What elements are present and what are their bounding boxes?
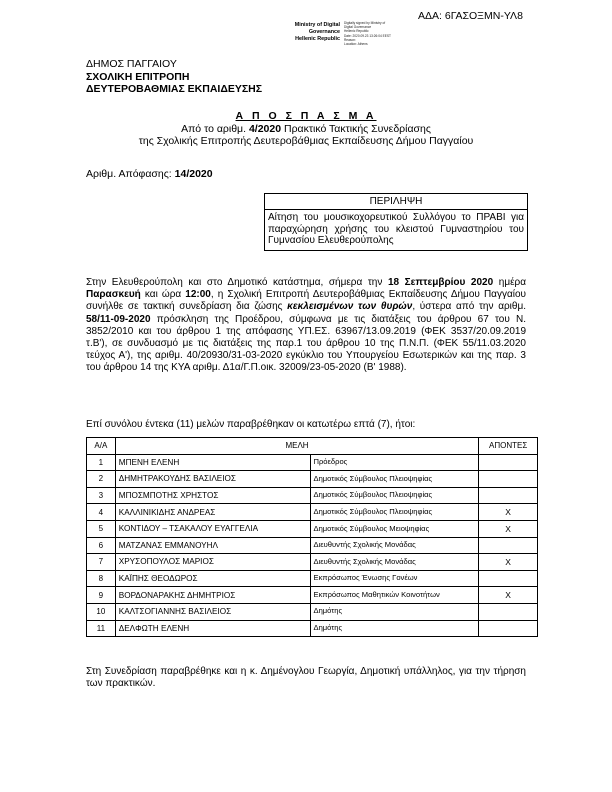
summary-box: [264, 193, 528, 251]
absent-mark: [479, 454, 538, 471]
table-row: [87, 504, 538, 521]
table-row: [87, 454, 538, 471]
row-number: 2: [87, 471, 116, 488]
table-row: [87, 537, 538, 554]
attendance-paragraph: Επί συνόλου έντεκα (11) μελών παραβρέθηκαν οι κατωτέρω επτά (7), ήτοι:: [86, 419, 416, 430]
row-number: 9: [87, 587, 116, 604]
title-line-1: Από το αριθμ. 4/2020 Πρακτικό Τακτικής Συνεδρίασης: [181, 122, 431, 135]
absent-mark: [479, 471, 538, 488]
member-role: Δημοτικός Σύμβουλος Πλειοψηφίας: [310, 487, 479, 504]
row-number: 6: [87, 537, 116, 554]
member-role: Δημότης: [310, 620, 479, 637]
col-members: ΜΕΛΗ: [115, 438, 479, 455]
absent-mark: X: [479, 520, 538, 537]
member-name: ΚΑΪΠΗΣ ΘΕΟΔΩΡΟΣ: [115, 570, 310, 587]
col-aa: Α/Α: [87, 438, 116, 455]
member-role: Δημοτικός Σύμβουλος Πλειοψηφίας: [310, 504, 479, 521]
member-role: Δημότης: [310, 603, 479, 620]
seal-details: Digitally signed by Ministry of Digital Governance Hellenic Republic Date: 2020.09.23 13:26:04 EEST Reason: Location: Athens: [344, 21, 391, 47]
member-name: ΚΑΛΤΣΟΓΙΑΝΝΗΣ ΒΑΣΙΛΕΙΟΣ: [115, 603, 310, 620]
table-row: [87, 554, 538, 571]
members-table: [86, 437, 538, 637]
member-role: Εκπρόσωπος Ένωσης Γονέων: [310, 570, 479, 587]
member-name: ΔΕΛΦΩΤΗ ΕΛΕΝΗ: [115, 620, 310, 637]
member-role: Διευθυντής Σχολικής Μονάδας: [310, 537, 479, 554]
row-number: 10: [87, 603, 116, 620]
row-number: 1: [87, 454, 116, 471]
closing-paragraph: Στη Συνεδρίαση παραβρέθηκε και η κ. Δημένογλου Γεωργία, Δημοτική υπάλληλος, για την τήρηση των πρακτικών.: [86, 666, 526, 690]
member-name: ΧΡΥΣΟΠΟΥΛΟΣ ΜΑΡΙΟΣ: [115, 554, 310, 571]
absent-mark: [479, 537, 538, 554]
table-row: [87, 487, 538, 504]
seal-ministry: Ministry of Digital Governance Hellenic Republic: [294, 22, 340, 42]
member-role: Πρόεδρος: [310, 454, 479, 471]
member-role: Διευθυντής Σχολικής Μονάδας: [310, 554, 479, 571]
member-name: ΜΑΤΖΑΝΑΣ ΕΜΜΑΝΟΥΗΛ: [115, 537, 310, 554]
absent-mark: [479, 570, 538, 587]
table-row: [87, 570, 538, 587]
absent-mark: [479, 603, 538, 620]
excerpt-heading: Α Π Ο Σ Π Α Σ Μ Α: [235, 110, 377, 122]
member-role: Δημοτικός Σύμβουλος Πλειοψηφίας: [310, 471, 479, 488]
row-number: 8: [87, 570, 116, 587]
absent-mark: X: [479, 504, 538, 521]
table-row: [87, 471, 538, 488]
col-absent: ΑΠΟΝΤΕΣ: [479, 438, 538, 455]
absent-mark: X: [479, 587, 538, 604]
summary-body: Αίτηση του μουσικοχορευτικού Συλλόγου το ΠΡΑΒΙ για παραχώρηση χρήσης του κλειστού Γυμναστηρίου του Γυμνασίου Ελευθερούπολης: [268, 212, 524, 246]
decision-number: Αριθμ. Απόφασης: 14/2020: [86, 168, 213, 180]
ada-code: ΑΔΑ: 6ΓΑΣΟΞΜΝ-ΥΛ8: [418, 10, 523, 22]
summary-heading: ΠΕΡΙΛΗΨΗ: [265, 194, 527, 210]
table-row: [87, 587, 538, 604]
intro-paragraph: Στην Ελευθερούπολη και στο Δημοτικό κατάστημα, σήμερα την 18 Σεπτεμβρίου 2020 ημέρα Παρασκευή και ώρα 12:00, η Σχολική Επιτροπή Δευτεροβάθμιας Εκπαίδευσης Δήμου Παγγαίου συνήλθε σε τακτική συνεδρίαση δια ζώσης κεκλεισμένων των θυρών, ύστερα από την αριθμ. 58/11-09-2020 πρόσκληση της Προέδρου, σύμφωνα με τις διατάξεις του άρθρου 67 του Ν. 3852/2010 και του άρθρου 1 της απόφασης ΥΠ.ΕΣ. 63967/13.09.2019 (ΦΕΚ 3537/20.09.2019 τ.Β'), σε συνδυασμό με τις διατάξεις της παρ.1 του άρθρου 10 της Π.Ν.Π. (ΦΕΚ 55/11.03.2020 τεύχος Α'), της αριθμ. 40/20930/31-03-2020 εγκύκλιο του Υπουργείου Εσωτερικών και της παρ. 3 του άρθρου 14 της ΚΥΑ αριθμ. Δ1α/Γ.Π.οικ. 32009/23-05-2020 (Β' 1988).: [86, 277, 527, 374]
committee: ΣΧΟΛΙΚΗ ΕΠΙΤΡΟΠΗ: [86, 70, 190, 83]
row-number: 5: [87, 520, 116, 537]
member-name: ΚΑΛΛΙΝΙΚΙΔΗΣ ΑΝΔΡΕΑΣ: [115, 504, 310, 521]
row-number: 3: [87, 487, 116, 504]
member-role: Δημοτικός Σύμβουλος Μειοψηφίας: [310, 520, 479, 537]
committee-level: ΔΕΥΤΕΡΟΒΑΘΜΙΑΣ ΕΚΠΑΙΔΕΥΣΗΣ: [86, 83, 263, 95]
issuer-header: [86, 58, 262, 96]
absent-mark: [479, 620, 538, 637]
title-line-2: της Σχολικής Επιτροπής Δευτεροβάθμιας Εκπαίδευσης Δήμου Παγγαίου: [138, 135, 474, 147]
table-row: [87, 620, 538, 637]
table-row: [87, 520, 538, 537]
municipality: ΔΗΜΟΣ ΠΑΓΓΑΙΟΥ: [86, 58, 177, 70]
document-title: [0, 110, 612, 148]
member-name: ΔΗΜΗΤΡΑΚΟΥΔΗΣ ΒΑΣΙΛΕΙΟΣ: [115, 471, 310, 488]
table-header-row: [87, 438, 538, 455]
table-row: [87, 603, 538, 620]
row-number: 4: [87, 504, 116, 521]
row-number: 7: [87, 554, 116, 571]
row-number: 11: [87, 620, 116, 637]
member-name: ΒΟΡΔΟΝΑΡΑΚΗΣ ΔΗΜΗΤΡΙΟΣ: [115, 587, 310, 604]
absent-mark: X: [479, 554, 538, 571]
member-role: Εκπρόσωπος Μαθητικών Κοινοτήτων: [310, 587, 479, 604]
absent-mark: [479, 487, 538, 504]
digital-signature-seal: [282, 20, 406, 50]
member-name: ΜΠΟΣΜΠΟΤΗΣ ΧΡΗΣΤΟΣ: [115, 487, 310, 504]
member-name: ΜΠΕΝΗ ΕΛΕΝΗ: [115, 454, 310, 471]
member-name: ΚΟΝΤΙΔΟΥ – ΤΣΑΚΑΛΟΥ ΕΥΑΓΓΕΛΙΑ: [115, 520, 310, 537]
